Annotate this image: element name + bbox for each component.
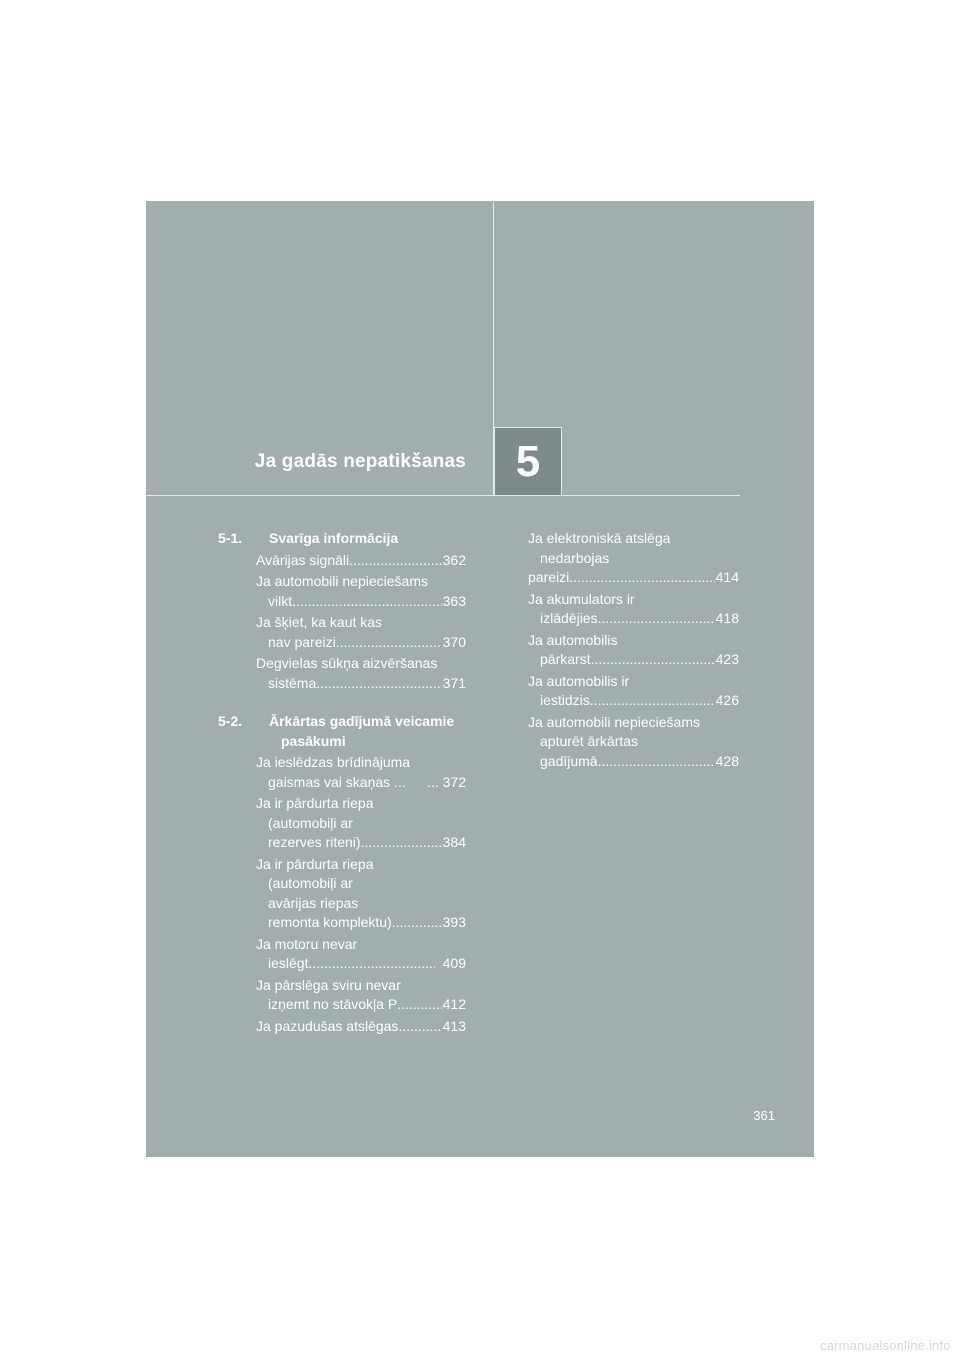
- entry-page: ... 372: [427, 773, 466, 790]
- toc-section: [218, 712, 466, 751]
- entry-text: avārijas riepas: [268, 894, 359, 911]
- entry-text: pareizi: [528, 569, 570, 585]
- section-title: pasākumi: [281, 732, 346, 749]
- toc-entry[interactable]: [256, 613, 466, 652]
- entry-text: iestidzis: [540, 692, 590, 708]
- entry-page: 370: [442, 633, 466, 650]
- section-title: Ārkārtas gadījumā veicamie: [269, 713, 455, 729]
- dot-leader: [316, 674, 441, 694]
- section-number: 5-1.: [218, 530, 243, 546]
- page-number: 361: [753, 1108, 775, 1123]
- toc-entry[interactable]: [256, 935, 466, 974]
- chapter-number-box: [494, 427, 562, 495]
- watermark: carmanualsonline.info: [820, 1338, 951, 1353]
- toc-entry[interactable]: [528, 631, 739, 670]
- entry-text: (automobiļi ar: [268, 875, 353, 891]
- entry-page: 413: [442, 1017, 466, 1034]
- toc-left-column: [218, 529, 466, 1036]
- entry-page: 418: [715, 610, 739, 626]
- dot-leader: [392, 913, 442, 933]
- entry-text: Ja pārslēga sviru nevar: [256, 976, 401, 993]
- entry-text: Degvielas sūkņa aizvēršanas: [256, 655, 438, 671]
- entry-text: Ja elektroniskā atslēga: [528, 530, 671, 546]
- entry-page: 362: [442, 551, 466, 568]
- entry-text: Ja ieslēdzas brīdinājuma: [256, 754, 411, 770]
- entry-text: Ja automobilis: [528, 631, 618, 648]
- entry-text: sistēma: [268, 674, 317, 691]
- entry-page: 363: [442, 592, 466, 609]
- entry-page: 409: [442, 955, 466, 971]
- entry-text: gadījumā: [540, 752, 598, 769]
- toc-entry[interactable]: [256, 654, 466, 693]
- entry-text: Ja ir pārdurta riepa: [256, 795, 374, 811]
- toc-right-column: [528, 529, 739, 771]
- toc-entry[interactable]: [256, 1017, 466, 1037]
- toc-entry[interactable]: [528, 713, 739, 772]
- entry-page: 393: [442, 914, 466, 930]
- entry-text: nedarbojas: [540, 549, 610, 566]
- entry-page: 426: [715, 692, 739, 708]
- dot-leader: [397, 995, 441, 1015]
- entry-text: izlādējies: [540, 610, 598, 626]
- section-number: 5-2.: [218, 713, 243, 729]
- dot-leader: [361, 833, 442, 853]
- entry-page: 414: [715, 569, 739, 585]
- entry-text: Ja pazudušas atslēgas: [256, 1017, 399, 1034]
- entry-text: izņemt no stāvokļa P: [268, 996, 398, 1012]
- entry-text: Ja automobili nepieciešams: [256, 573, 428, 589]
- toc-entry[interactable]: [528, 529, 739, 588]
- entry-text: Ja šķiet, ka kaut kas: [256, 614, 383, 630]
- entry-text: apturēt ārkārtas: [540, 733, 639, 749]
- toc-section: [218, 529, 466, 549]
- dot-leader: [569, 568, 714, 588]
- entry-text: pārkarst: [540, 651, 591, 667]
- dot-leader: [591, 650, 715, 670]
- toc-entry[interactable]: [256, 551, 466, 571]
- entry-text: Ja automobili nepieciešams: [528, 713, 700, 730]
- section-entries: [528, 529, 739, 771]
- dot-leader: [349, 551, 442, 571]
- dot-leader: [336, 633, 442, 653]
- entry-page: 371: [442, 674, 466, 691]
- chapter-number: 5: [515, 436, 541, 486]
- entry-text: Ja akumulators ir: [528, 590, 635, 607]
- entry-text: (automobiļi ar: [268, 814, 353, 831]
- dot-leader: [292, 592, 442, 612]
- dot-leader: [590, 691, 715, 711]
- toc-entry[interactable]: [256, 753, 466, 792]
- entry-text: ieslēgt: [268, 955, 309, 971]
- toc-entry[interactable]: [256, 976, 466, 1015]
- toc-entry[interactable]: [528, 672, 739, 711]
- horizontal-divider: [146, 495, 740, 496]
- dot-leader: [308, 954, 434, 974]
- dot-leader: [598, 752, 715, 772]
- entry-text: Ja automobilis ir: [528, 672, 630, 689]
- entry-text: vilkt: [268, 592, 293, 609]
- entry-text: rezerves riteni): [268, 834, 361, 850]
- entry-text: remonta komplektu): [268, 914, 392, 930]
- entry-page: 384: [442, 834, 466, 850]
- entry-text: Ja motoru nevar: [256, 935, 358, 952]
- section-title: Svarīga informācija: [269, 530, 399, 546]
- entry-text: Avārijas signāli: [256, 551, 350, 568]
- dot-leader: [398, 1017, 441, 1037]
- dot-leader: [598, 609, 715, 629]
- toc-entry[interactable]: [256, 794, 466, 853]
- entry-page: 423: [715, 651, 739, 667]
- section-entries: [218, 753, 466, 1036]
- toc-entry[interactable]: [256, 572, 466, 611]
- section-entries: [218, 551, 466, 694]
- entry-text: Ja ir pārdurta riepa: [256, 855, 374, 872]
- entry-text: nav pareizi: [268, 633, 336, 650]
- entry-page: 412: [442, 996, 466, 1012]
- toc-entry[interactable]: [528, 590, 739, 629]
- entry-text: gaismas vai skaņas ...: [268, 773, 406, 790]
- section-gap: [218, 693, 466, 712]
- entry-page: 428: [715, 752, 739, 769]
- chapter-title: Ja gadās nepatikšanas: [254, 451, 466, 472]
- toc-entry[interactable]: [256, 855, 466, 933]
